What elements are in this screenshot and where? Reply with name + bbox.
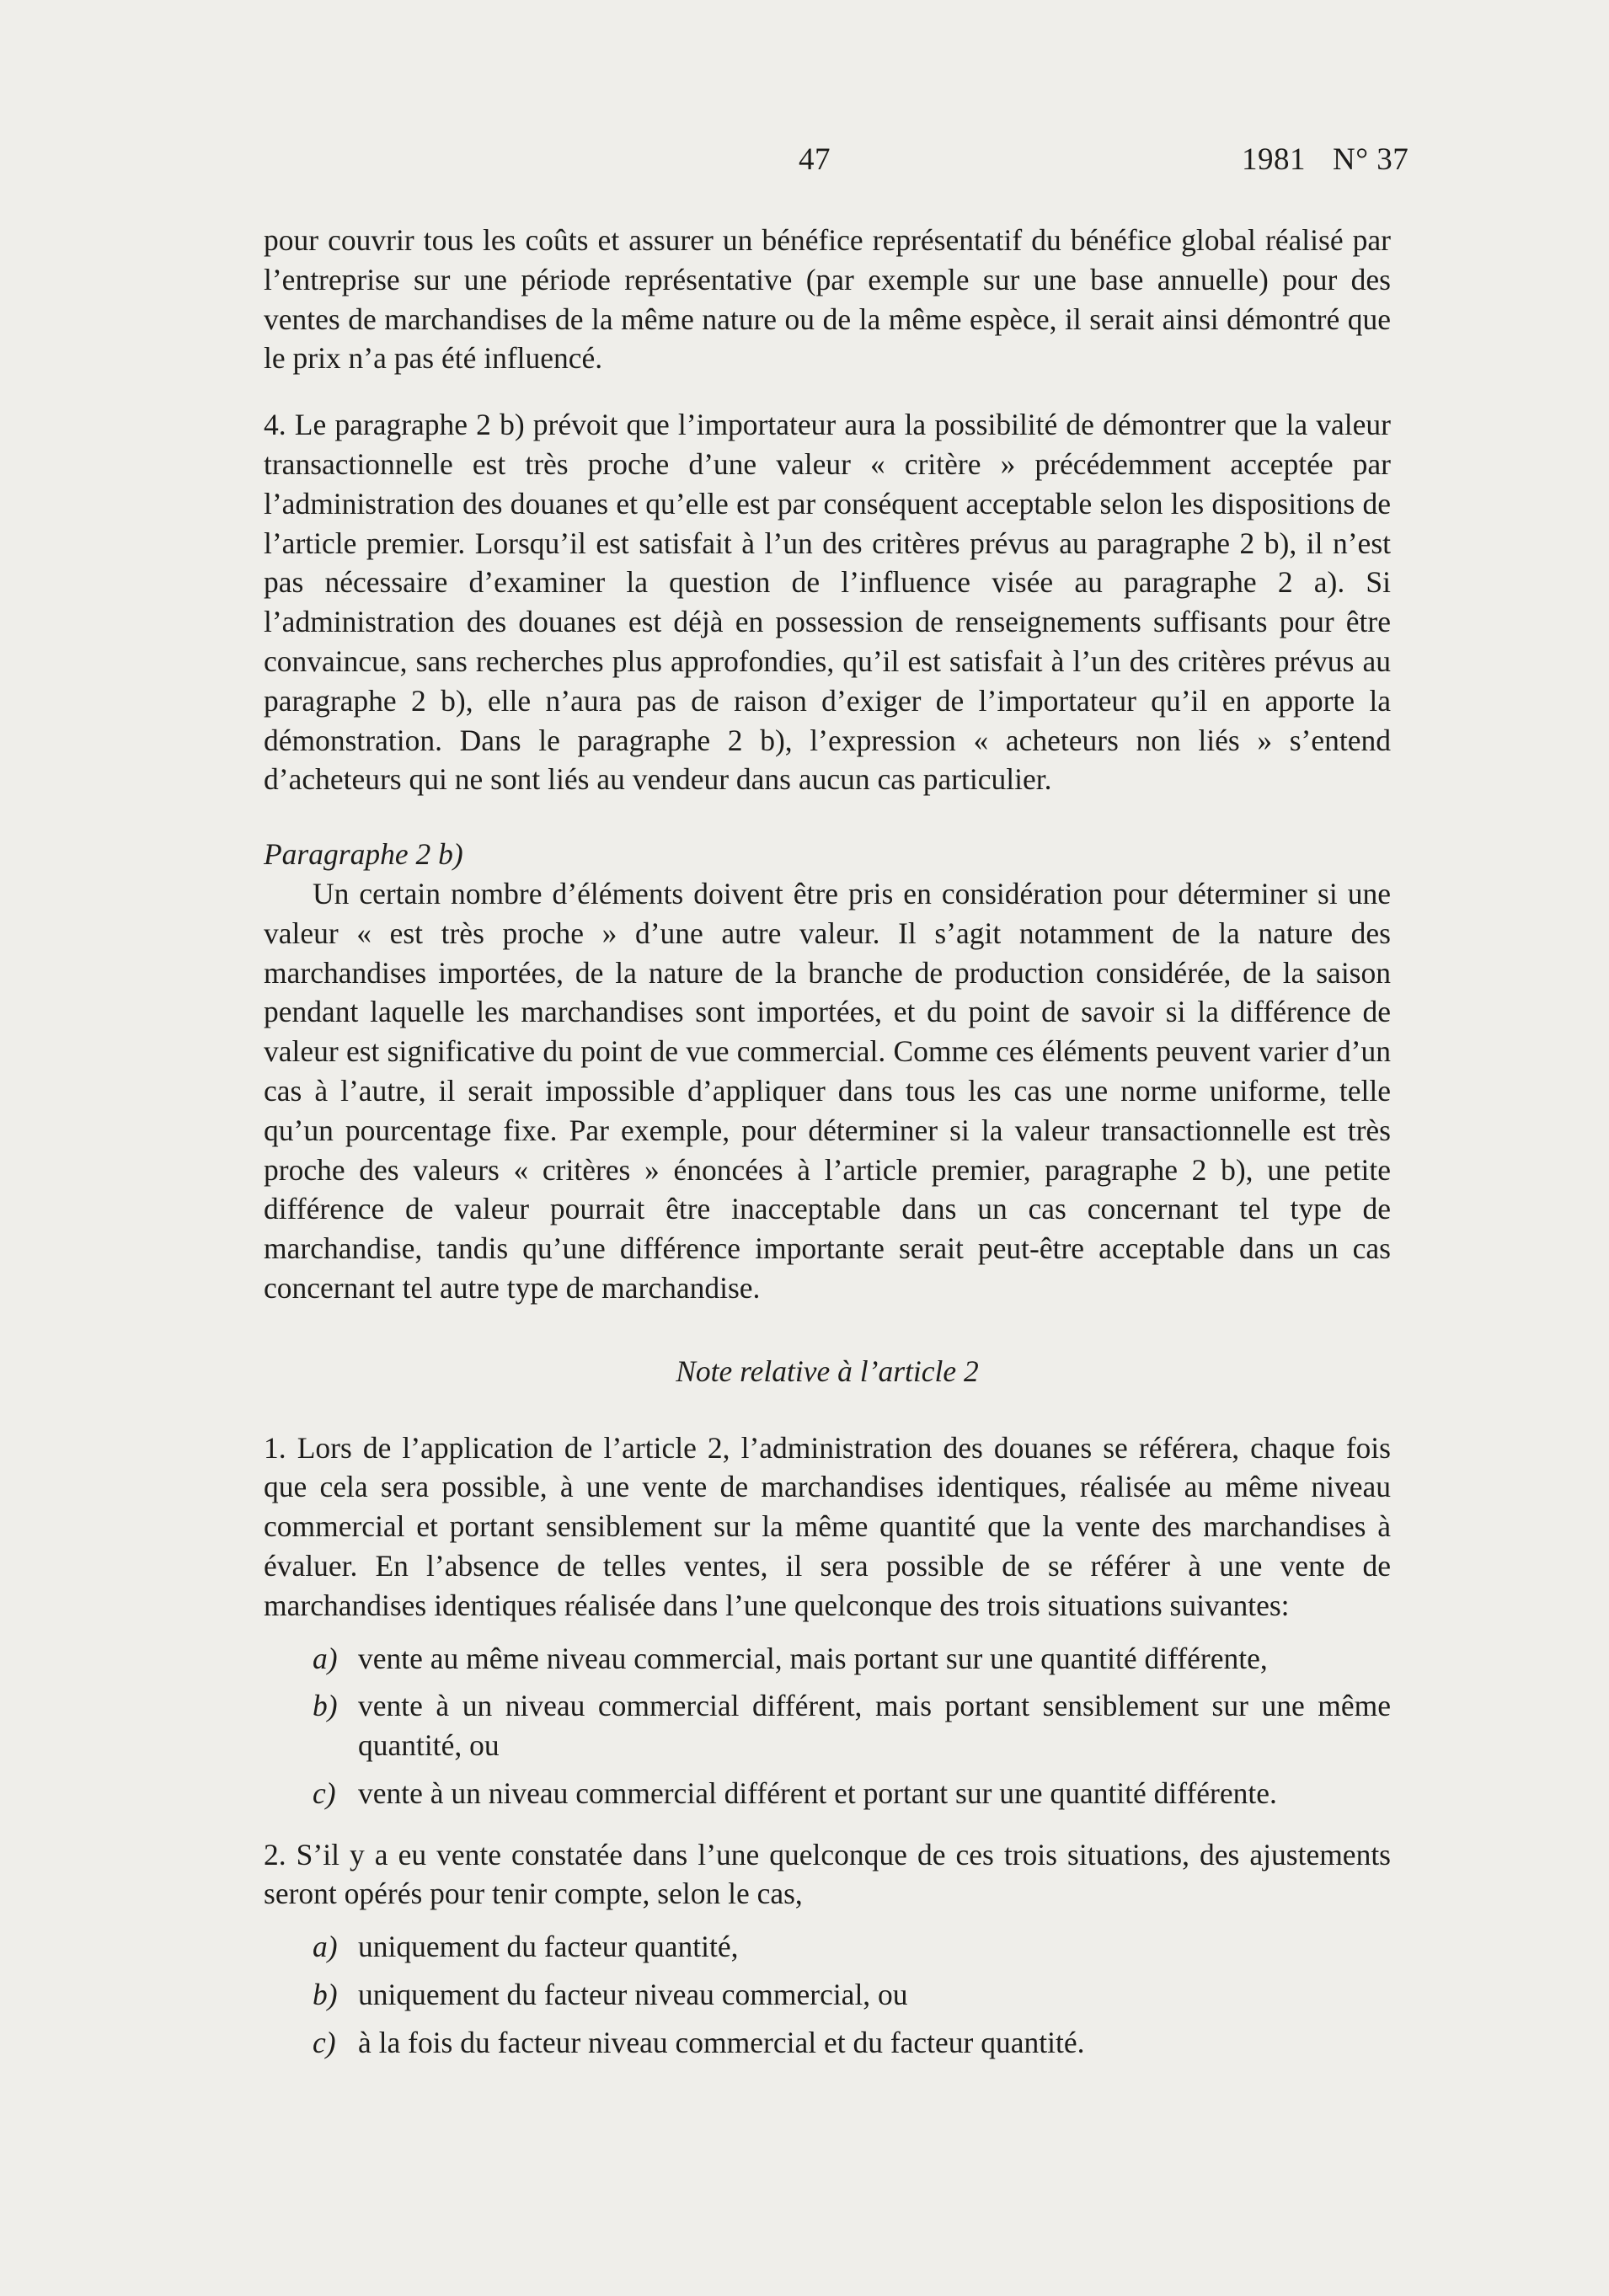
list-item-label: a) bbox=[313, 1930, 338, 1964]
list-item-text: uniquement du facteur quantité, bbox=[358, 1930, 739, 1964]
list-situations bbox=[264, 1639, 1391, 1813]
list-item bbox=[264, 1975, 1391, 2015]
list-item bbox=[264, 2023, 1391, 2063]
list-item-label: c) bbox=[313, 1775, 336, 1810]
note-paragraph-1: 1. Lors de l’application de l’article 2, l’administration des douanes se référera, chaque fois que cela sera possible, à une vente de marchandises identiques, réalisée au même niveau commercial et portant sensiblement sur la même quantité que la vente des marchandises à évaluer. En l’absence de telles ventes, il sera possible de se référer à une vente de marchandises identiques réalisée dans l’une quelconque des trois situations suivantes: bbox=[264, 1430, 1391, 1622]
note-paragraph-2: 2. S’il y a eu vente constatée dans l’une quelconque de ces trois situations, des ajustements seront opérés pour tenir compte, selon le cas, bbox=[264, 1837, 1391, 1911]
issue-number: N° 37 bbox=[1333, 142, 1409, 177]
list-item-label: b) bbox=[313, 1689, 338, 1723]
page-number: 47 bbox=[799, 142, 831, 177]
paragraph-4: 4. Le paragraphe 2 b) prévoit que l’importateur aura la possibilité de démontrer que la valeur transactionnelle est très proche d’une valeur « critère » précédemment acceptée par l’administration des douanes et qu’elle est par conséquent acceptable selon les dispositions de l’article premier. Lorsqu’il est satisfait à l’un des critères prévus au paragraphe 2 b), il n’est pas nécessaire d’examiner la question de l’influence visée au paragraphe 2 a). Si l’administration des douanes est déjà en possession de renseignements suffisants pour être convaincue, sans recherches plus approfondies, qu’il est satisfait à l’un des critères prévus au paragraphe 2 b), elle n’aura pas de raison d’exiger de l’importateur qu’il en apporte la démonstration. Dans le paragraphe 2 b), l’expression « acheteurs non liés » s’entend d’acheteurs qui ne sont liés au vendeur dans aucun cas particulier. bbox=[264, 408, 1391, 797]
list-item-label: c) bbox=[313, 2025, 336, 2059]
list-item-text: à la fois du facteur niveau commercial et du facteur quantité. bbox=[358, 2025, 1085, 2059]
list-item bbox=[264, 1927, 1391, 1967]
issue-reference bbox=[1242, 141, 1409, 178]
list-item bbox=[264, 1774, 1391, 1813]
issue-year: 1981 bbox=[1242, 142, 1306, 177]
list-item-label: b) bbox=[313, 1978, 338, 2012]
list-item-text: vente au même niveau commercial, mais portant sur une quantité différente, bbox=[358, 1641, 1268, 1675]
list-adjustments bbox=[264, 1927, 1391, 2062]
note-title: Note relative à l’article 2 bbox=[676, 1354, 979, 1388]
subheading-paragraphe-2b: Paragraphe 2 b) bbox=[264, 837, 463, 872]
list-item bbox=[264, 1686, 1391, 1765]
paragraph-intro: pour couvrir tous les coûts et assurer un bénéfice représentatif du bénéfice global réalisé par l’entreprise sur une période représentative (par exemple sur une base annuelle) pour des ventes de marchandises de la même nature ou de la même espèce, il serait ainsi démontré que le prix n’a pas été influencé. bbox=[264, 223, 1391, 376]
body-text bbox=[264, 221, 1391, 2063]
list-item-label: a) bbox=[313, 1641, 338, 1675]
list-item-text: vente à un niveau commercial différent, mais portant sensiblement sur une même quantité, ou bbox=[358, 1689, 1391, 1763]
paragraph-2b-text: Un certain nombre d’éléments doivent être pris en considération pour déterminer si une valeur « est très proche » d’une autre valeur. Il s’agit notamment de la nature des marchandises importées, de la nature de la branche de production considérée, de la saison pendant laquelle les marchandises sont importées, et du point de savoir si la différence de valeur est significative du point de vue commercial. Comme ces éléments peuvent varier d’un cas à l’autre, il serait impossible d’appliquer dans tous les cas une norme uniforme, telle qu’un pourcentage fixe. Par exemple, pour déterminer si la valeur transactionnelle est très proche des valeurs « critères » énoncées à l’article premier, paragraphe 2 b), une petite différence de valeur pourrait être inacceptable dans un cas concernant tel type de marchandise, tandis qu’une différence importante serait peut-être acceptable dans un cas concernant tel autre type de marchandise. bbox=[264, 876, 1391, 1305]
list-item bbox=[264, 1639, 1391, 1679]
list-item-text: uniquement du facteur niveau commercial, ou bbox=[358, 1978, 908, 2012]
list-item-text: vente à un niveau commercial différent et portant sur une quantité différente. bbox=[358, 1775, 1277, 1810]
